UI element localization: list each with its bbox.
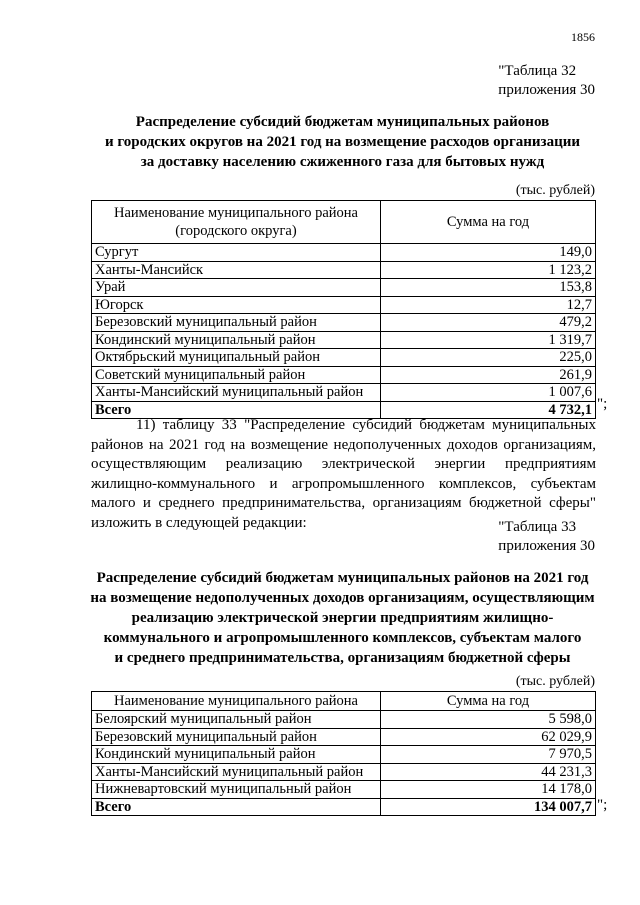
table33-header-name: Наименование муниципального района (92, 692, 381, 711)
row-name: Нижневартовский муниципальный район (92, 781, 381, 799)
table-row (92, 384, 596, 402)
row-name: Ханты-Мансийский муниципальный район (92, 384, 381, 402)
table33-total-row (92, 798, 596, 816)
table-row (92, 781, 596, 799)
row-name: Кондинский муниципальный район (92, 331, 381, 349)
total-sum: 4 732,1 (381, 401, 596, 419)
table-row (92, 728, 596, 746)
table33-header-row (92, 692, 596, 711)
row-sum: 7 970,5 (381, 746, 596, 764)
total-label: Всего (92, 401, 381, 419)
table32-title (90, 112, 595, 172)
table-row (92, 711, 596, 729)
table33-title (90, 568, 595, 668)
table33-units: (тыс. рублей) (515, 674, 595, 689)
table33-reference (498, 518, 595, 556)
table33-title-line-5: и среднего предпринимательства, организациям бюджетной сферы (114, 650, 571, 666)
row-name: Советский муниципальный район (92, 366, 381, 384)
page-number: 1856 (571, 30, 595, 44)
table32-ref-line-1: "Таблица 32 (498, 63, 577, 79)
row-sum: 225,0 (381, 349, 596, 367)
table32-header-row (92, 201, 596, 244)
table-row (92, 349, 596, 367)
table-row (92, 296, 596, 314)
row-name: Белоярский муниципальный район (92, 711, 381, 729)
table-row (92, 331, 596, 349)
table33 (91, 691, 596, 816)
table33-header-sum: Сумма на год (381, 692, 596, 711)
table33-title-line-4: коммунального и агропромышленного комплексов, субъектам малого (103, 630, 582, 646)
row-name: Ханты-Мансийск (92, 261, 381, 279)
table-row (92, 279, 596, 297)
table33-title-line-2: на возмещение недополученных доходов организациям, осуществляющим (90, 590, 595, 606)
row-sum: 5 598,0 (381, 711, 596, 729)
row-name: Урай (92, 279, 381, 297)
table32-header-name: Наименование муниципального района (городского округа) (92, 201, 381, 244)
row-name: Ханты-Мансийский муниципальный район (92, 763, 381, 781)
table32-reference (498, 62, 595, 100)
row-sum: 261,9 (381, 366, 596, 384)
total-label: Всего (92, 798, 381, 816)
row-name: Югорск (92, 296, 381, 314)
row-sum: 149,0 (381, 244, 596, 262)
row-sum: 44 231,3 (381, 763, 596, 781)
table-row (92, 746, 596, 764)
row-sum: 153,8 (381, 279, 596, 297)
amendment-text: 11) таблицу 33 "Распределение субсидий бюджетам муниципальных районов на 2021 год на возмещение недополученных доходов организациям, осуществляющим реализацию электрической энергии предприятиям жилищно-коммунального и агропромышленного комплексов, субъектам малого и среднего предпринимательства, организациям бюджетной сферы" изложить в следующей редакции: (91, 417, 596, 531)
table-row (92, 314, 596, 332)
row-name: Сургут (92, 244, 381, 262)
row-sum: 12,7 (381, 296, 596, 314)
row-sum: 1 123,2 (381, 261, 596, 279)
row-sum: 14 178,0 (381, 781, 596, 799)
table33-ref-line-2: приложения 30 (498, 538, 595, 554)
table33-title-line-1: Распределение субсидий бюджетам муниципальных районов на 2021 год (96, 570, 589, 586)
amendment-paragraph (91, 416, 596, 533)
row-sum: 1 319,7 (381, 331, 596, 349)
table33-ref-line-1: "Таблица 33 (498, 519, 577, 535)
table-row (92, 366, 596, 384)
row-sum: 1 007,6 (381, 384, 596, 402)
table32-title-line-1: Распределение субсидий бюджетам муниципальных районов (135, 114, 550, 130)
row-name: Кондинский муниципальный район (92, 746, 381, 764)
table33-closing-quote: "; (597, 797, 608, 813)
table32-closing-quote: "; (597, 396, 608, 412)
row-sum: 62 029,9 (381, 728, 596, 746)
table-row (92, 244, 596, 262)
row-sum: 479,2 (381, 314, 596, 332)
table32-title-line-3: за доставку населению сжиженного газа для бытовых нужд (140, 154, 545, 170)
table-row (92, 763, 596, 781)
table32-ref-line-2: приложения 30 (498, 82, 595, 98)
table32-units: (тыс. рублей) (515, 183, 595, 198)
table32-title-line-2: и городских округов на 2021 год на возмещение расходов организации (104, 134, 581, 150)
total-sum: 134 007,7 (381, 798, 596, 816)
row-name: Березовский муниципальный район (92, 728, 381, 746)
row-name: Березовский муниципальный район (92, 314, 381, 332)
table32-header-sum: Сумма на год (381, 201, 596, 244)
table-row (92, 261, 596, 279)
table32 (91, 200, 596, 419)
table33-title-line-3: реализацию электрической энергии предприятиям жилищно- (131, 610, 554, 626)
row-name: Октябрьский муниципальный район (92, 349, 381, 367)
